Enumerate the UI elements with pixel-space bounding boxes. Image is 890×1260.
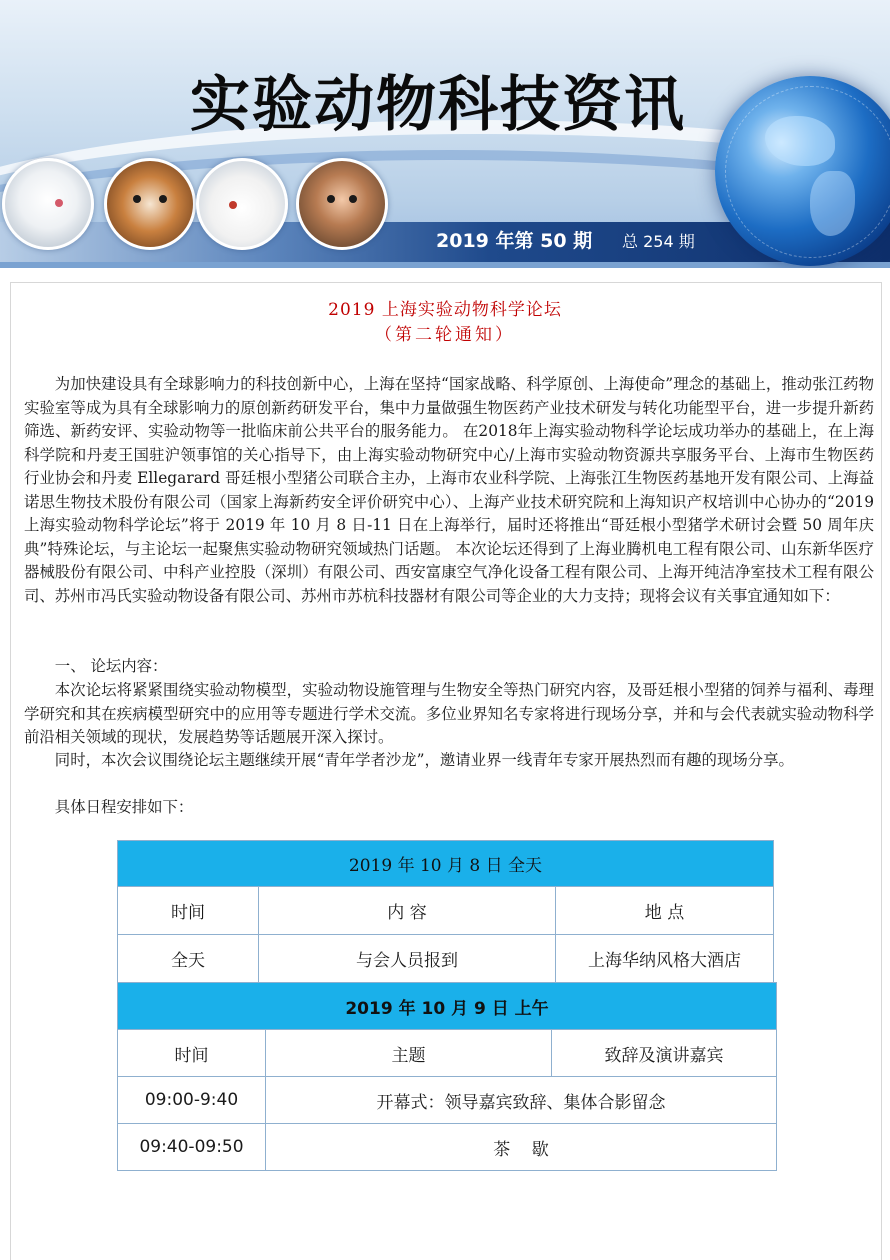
schedule-table-day2 (117, 982, 777, 1171)
total-issues: 总 254 期 (622, 232, 695, 251)
table-cell-content: 与会人员报到 (259, 935, 556, 983)
table-cell-topic: 茶 歇 (266, 1124, 777, 1171)
column-header-speakers: 致辞及演讲嘉宾 (552, 1030, 777, 1077)
day1-date-header: 2019 年 10 月 8 日 全天 (118, 841, 774, 887)
column-header-content: 内 容 (259, 887, 556, 935)
table-cell-time: 全天 (118, 935, 259, 983)
notice-title: 2019 上海实验动物科学论坛 (328, 300, 562, 320)
newsletter-title: 实验动物科技资讯 (190, 70, 686, 140)
intro-paragraph: 为加快建设具有全球影响力的科技创新中心，上海在坚持“国家战略、科学原创、上海使命”理念的基础上，推动张江药物实验室等成为具有全球影响力的原创新药研发平台，集中力量做强生物医药产业技术研发与转化功能型平台，进一步提升新药筛选、新药安评、实验动物等一批临床前公共平台的服务能力。 在2018年上海实验动物科学论坛成功举办的基础上，在上海科学院和丹麦王国驻沪领事馆的关心指导下，由上海实验动物研究中心/上海市实验动物资源共享服务平台、上海市生物医药行业协会和丹麦 Ellegarard 哥廷根小型猪公司联合主办，上海市农业科学院、上海张江生物医药基地开发有限公司、上海益诺思生物技术股份有限公司（国家上海新药安全评价研究中心）、上海产业技术研究院和上海知识产权培训中心协办的“2019 上海实验动物科学论坛”将于 2019 年 10 月 8 日-11 日在上海举行，届时还将推出“哥廷根小型猪学术研讨会暨 50 周年庆典”特殊论坛，与主论坛一起聚焦实验动物研究领域热门话题。 本次论坛还得到了上海业腾机电工程有限公司、山东新华医疗器械股份有限公司、中科产业控股（深圳）有限公司、西安富康空气净化设备工程有限公司、上海开纯洁净室技术工程有限公司、苏州市冯氏实验动物设备有限公司、苏州市苏杭科技器材有限公司等企业的大力支持；现将会议有关事宜通知如下： (24, 375, 874, 605)
mouse-photo (196, 158, 288, 250)
column-header-location: 地 点 (556, 887, 774, 935)
table-cell-time: 09:40-09:50 (118, 1124, 266, 1171)
column-header-topic: 主题 (266, 1030, 552, 1077)
notice-subtitle: （第二轮通知） (375, 325, 515, 345)
issue-number: 2019 年第 50 期 (436, 230, 593, 252)
schedule-table-day1 (117, 840, 774, 983)
column-header-time: 时间 (118, 887, 259, 935)
content-paragraph: 本次论坛将紧紧围绕实验动物模型，实验动物设施管理与生物安全等热门研究内容，及哥廷根小型猪的饲养与福利、毒理学研究和其在疾病模型研究中的应用等专题进行学术交流。多位业界知名专家将进行现场分享，并和与会代表就实验动物科学前沿相关领域的现状，发展趋势等话题展开深入探讨。 (24, 681, 874, 746)
schedule-intro: 具体日程安排如下： (54, 798, 194, 816)
section-heading: 一、 论坛内容： (54, 657, 168, 675)
table-cell-location: 上海华纳风格大酒店 (556, 935, 774, 983)
monkey-photo (296, 158, 388, 250)
header-banner (0, 0, 890, 268)
beagle-photo (104, 158, 196, 250)
banner-stripe (0, 262, 890, 268)
table-cell-time: 09:00-9:40 (118, 1077, 266, 1124)
table-cell-topic: 开幕式：领导嘉宾致辞、集体合影留念 (266, 1077, 777, 1124)
day2-date-header: 2019 年 10 月 9 日 上午 (118, 983, 777, 1030)
column-header-time: 时间 (118, 1030, 266, 1077)
rabbit-photo (2, 158, 94, 250)
salon-paragraph: 同时，本次会议围绕论坛主题继续开展“青年学者沙龙”，邀请业界一线青年专家开展热烈而有趣的现场分享。 (54, 751, 794, 769)
globe-graphic (715, 76, 890, 266)
